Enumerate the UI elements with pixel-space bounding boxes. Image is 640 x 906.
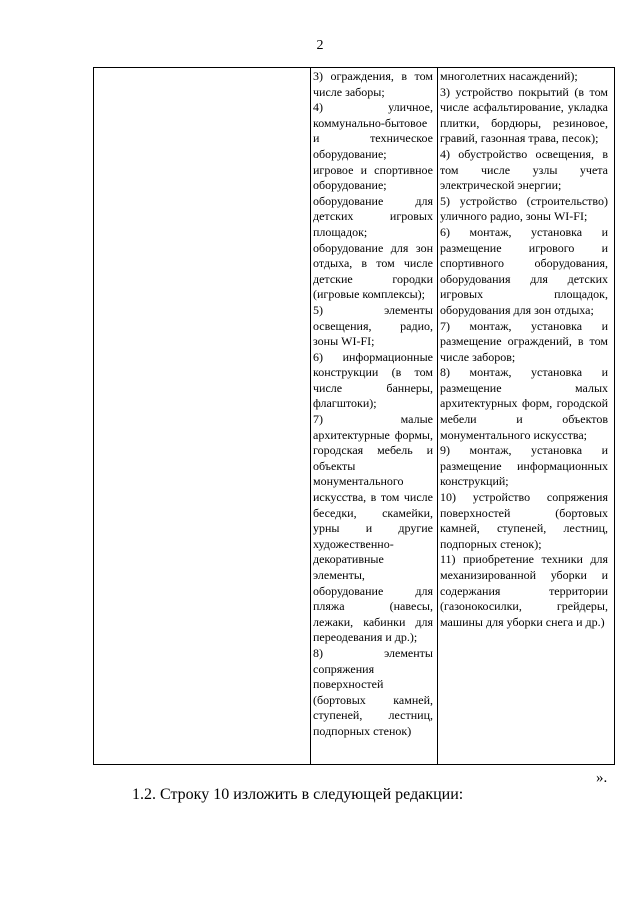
right-item: 8) монтаж, установка и размещение малых архитектурных форм, городской мебели и объектов монументального искусства;: [440, 365, 608, 442]
middle-item: оборудование для детских игровых площадок;: [313, 193, 433, 239]
amendment-table: [93, 67, 615, 765]
column-divider: [310, 68, 311, 764]
page-number: 2: [316, 38, 324, 53]
right-item: многолетних насаждений);: [440, 69, 578, 83]
closing-quote: ».: [596, 770, 608, 786]
right-item: 9) монтаж, установка и размещение информационных конструкций;: [440, 443, 608, 489]
right-item: 6) монтаж, установка и размещение игрового и спортивного оборудования, оборудования для детских игровых площадок, оборудования для зон отдыха;: [440, 224, 608, 317]
right-item: 4) обустройство освещения, в том числе узлы учета электрической энергии;: [440, 146, 608, 193]
middle-item: 6) информационные конструкции (в том числе баннеры, флагштоки);: [313, 349, 433, 411]
right-item: 3) устройство покрытий (в том числе асфальтирование, укладка плитки, бордюры, резиновое, гравий, газонная трава, песок);: [440, 84, 608, 146]
middle-item: 5) элементы освещения, радио, зоны WI-FI;: [313, 302, 433, 349]
middle-item: 7) малые архитектурные формы, городская мебель и объекты монументального искусства, в том числе беседки, скамейки, урны и другие художественно-декоративные элементы,: [313, 412, 433, 582]
middle-item: оборудование для зон отдыха, в том числе детские городки (игровые комплексы);: [313, 240, 433, 302]
column-divider: [437, 68, 438, 764]
middle-item: игровое и спортивное оборудование;: [313, 162, 433, 193]
next-instruction: 1.2. Строку 10 изложить в следующей редакции:: [132, 786, 464, 803]
middle-item: 8) элементы сопряжения поверхностей (бортовых камней, ступеней, лестниц, подпорных стенок): [313, 645, 433, 738]
table-middle-column: [313, 69, 433, 740]
middle-item: 3) ограждения, в том числе заборы;: [313, 69, 433, 99]
right-item: 5) устройство (строительство) уличного радио, зоны WI-FI;: [440, 193, 608, 224]
right-item: 10) устройство сопряжения поверхностей (бортовых камней, ступеней, лестниц, подпорных стенок);: [440, 490, 608, 551]
middle-item: оборудование для пляжа (навесы, лежаки, кабинки для переодевания и др.);: [313, 583, 433, 645]
table-left-column: [94, 68, 310, 764]
table-right-column: [440, 69, 608, 630]
right-item: 11) приобретение техники для механизированной уборки и содержания территории (газонокосилки, грейдеры, машины для уборки снега и др.): [440, 552, 608, 629]
middle-item: 4) уличное, коммунально-бытовое и техническое оборудование;: [313, 100, 433, 161]
right-item: 7) монтаж, установка и размещение ограждений, в том числе заборов;: [440, 318, 608, 364]
